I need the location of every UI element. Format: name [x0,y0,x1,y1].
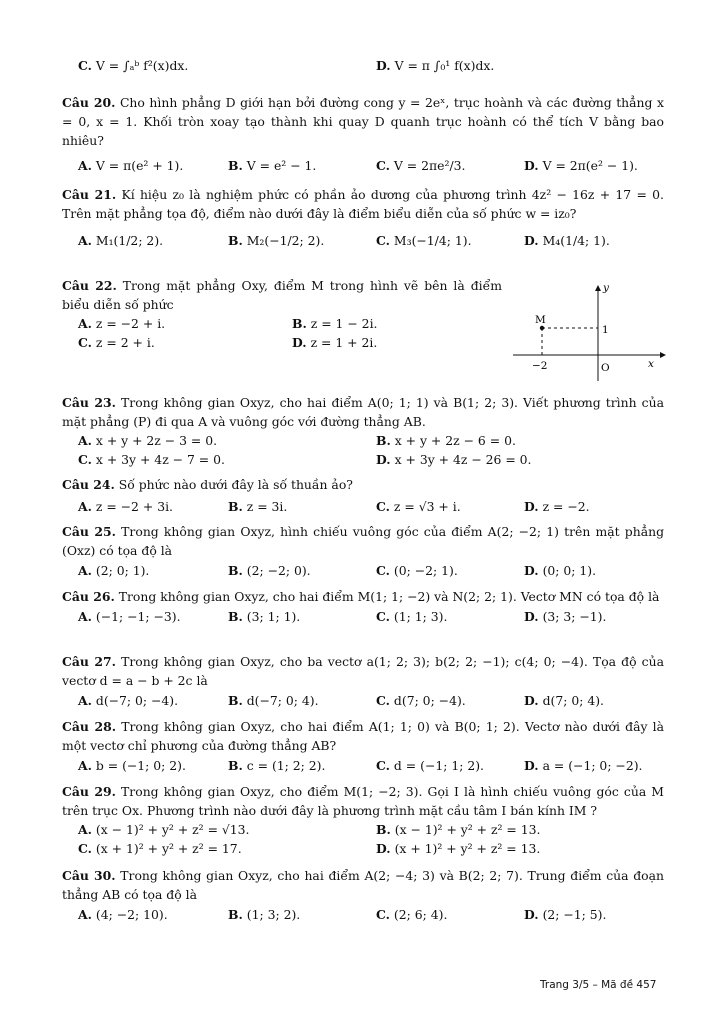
question-29: Câu 29. Trong không gian Oxyz, cho điểm M(1; −2; 3). Gọi I là hình chiếu vuông góc của M trên trục Ox. Phương trình nào dưới đây là phương trình mặt cầu tâm I bán kính IM ? A. (x − 1)² + y² + z² = √13. B. (x − 1)² + y² + z² = 13. C. (x + 1)² + y² + z² = 17. D. (x + 1)² + y² + z² = 13. [62,784,664,856]
complex-plane-figure [508,283,668,383]
option-d: D. V = π ∫₀¹ f(x)dx. [376,58,495,73]
question-21: Câu 21. Kí hiệu z₀ là nghiệm phức có phần ảo dương của phương trình 4z² − 16z + 17 = 0. Trên mặt phẳng tọa độ, điểm nào dưới đây là điểm biểu diễn của số phức w = iz₀? A. M₁(1/2; 2). B. M₂(−1/2; 2). C. M₃(−1/4; 1). D. M₄(1/4; 1). [62,187,664,248]
option-c: C. V = ∫ₐᵇ f²(x)dx. [78,58,189,73]
question-30: Câu 30. Trong không gian Oxyz, cho hai điểm A(2; −4; 3) và B(2; 2; 7). Trung điểm của đoạn thẳng AB có tọa độ là A. (4; −2; 10). B. (1; 3; 2). C. (2; 6; 4). D. (2; −1; 5). [62,868,665,922]
question-23: Câu 23. Trong không gian Oxyz, cho hai điểm A(0; 1; 1) và B(1; 2; 3). Viết phương trình của mặt phẳng (P) đi qua A và vuông góc với đường thẳng AB. A. x + y + 2z − 3 = 0. B. x + y + 2z − 6 = 0. C. x + 3y + 4z − 7 = 0. D. x + 3y + 4z − 26 = 0. [62,395,664,467]
question-22: Câu 22. Trong mặt phẳng Oxy, điểm M trong hình vẽ bên là điểm biểu diễn số phức A. z = −2 + i. B. z = 1 − 2i. C. z = 2 + i. D. z = 1 + 2i. [62,278,502,350]
question-28: Câu 28. Trong không gian Oxyz, cho hai điểm A(1; 1; 0) và B(0; 1; 2). Vectơ nào dưới đây là một vectơ chỉ phương của đường thẳng AB? A. b = (−1; 0; 2). B. c = (1; 2; 2). C. d = (−1; 1; 2). D. a = (−1; 0; −2). [62,719,664,773]
point-label: M [535,314,546,326]
y-axis-label: y [603,283,609,294]
origin-label: O [601,362,610,374]
question-26: Câu 26. Trong không gian Oxyz, cho hai điểm M(1; 1; −2) và N(2; 2; 1). Vectơ MN có tọa độ là A. (−1; −1; −3). B. (3; 1; 1). C. (1; 1; 3). D. (3; 3; −1). [62,589,660,624]
point-m [540,326,544,330]
tick-y-label: 1 [602,324,609,336]
y-axis-arrow-icon [595,285,601,291]
x-axis-arrow-icon [660,352,666,358]
x-axis-label: x [648,358,654,370]
question-25: Câu 25. Trong không gian Oxyz, hình chiếu vuông góc của điểm A(2; −2; 1) trên mặt phẳng (Oxz) có tọa độ là A. (2; 0; 1). B. (2; −2; 0). C. (0; −2; 1). D. (0; 0; 1). [62,524,664,578]
previous-question-options [62,56,664,78]
question-24: Câu 24. Số phức nào dưới đây là số thuần ảo? A. z = −2 + 3i. B. z = 3i. C. z = √3 + i. D. z = −2. [62,477,590,514]
question-20: Câu 20. Cho hình phẳng D giới hạn bởi đường cong y = 2eˣ, trục hoành và các đường thẳng x = 0, x = 1. Khối tròn xoay tạo thành khi quay D quanh trục hoành có thể tích V bằng bao nhiêu? A. V = π(e² + 1). B. V = e² − 1. C. V = 2πe²/3. D. V = 2π(e² − 1). [62,95,664,173]
page-footer: Trang 3/5 – Mã đề 457 [540,979,657,991]
tick-x-label: −2 [532,360,548,372]
question-27: Câu 27. Trong không gian Oxyz, cho ba vectơ a(1; 2; 3); b(2; 2; −1); c(4; 0; −4). Tọa độ của vectơ d = a − b + 2c là A. d(−7; 0; −4). B. d(−7; 0; 4). C. d(7; 0; −4). D. d(7; 0; 4). [62,654,664,708]
